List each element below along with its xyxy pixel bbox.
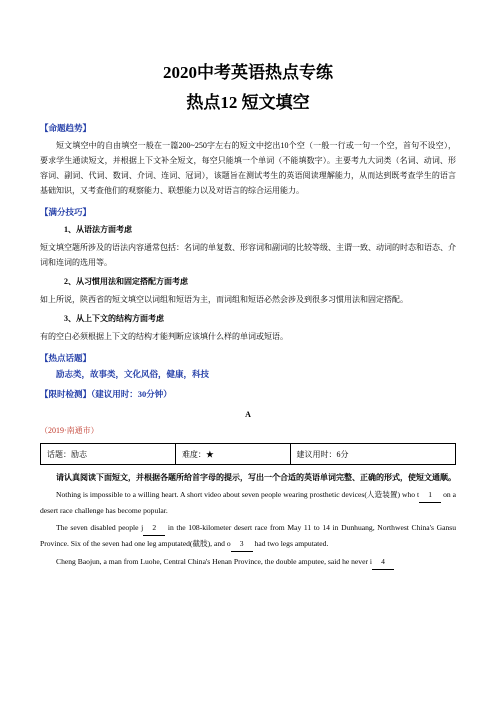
instruction: 请认真阅读下面短文，并根据各题所给首字母的提示，写出一个合适的英语单词完整、正确的形式，使短文通顺。: [56, 473, 456, 482]
passage-paragraph-1: [40, 487, 456, 518]
skill2-text: 如上所说，陕西省的短文填空以词组和短语为主，而词组和短语必然会涉及到很多习惯用法和固定搭配。: [40, 295, 408, 304]
info-table: [40, 443, 456, 465]
trend-heading: 【命题趋势】: [40, 123, 92, 133]
skill1-text: 短文填空题所涉及的语法内容通常包括：名词的单复数、形容词和副词的比较等级、主谓一致、动词的时态和语态、介词和连词的选用等。: [40, 243, 456, 267]
info-topic: 话题：励志: [41, 444, 176, 465]
skill3-text: 有的空白必须根据上下文的结构才能判断应该填什么样的单词或短语。: [40, 332, 288, 341]
skills-heading: 【满分技巧】: [40, 207, 92, 217]
doc-title: 2020中考英语热点专练: [163, 63, 333, 82]
blank-4[interactable]: 4: [372, 554, 394, 570]
skill1-title: 1、从语法方面考虑: [64, 225, 132, 234]
doc-subtitle: 热点12 短文填空: [186, 93, 310, 112]
passage-letter: A: [245, 410, 251, 419]
test-heading: 【限时检测】（建议用时：30分钟）: [40, 389, 172, 399]
trend-paragraph: 短文填空中的自由填空一般在一篇200~250字左右的短文中挖出10个空（一般一行或一句一个空，首句不设空），要求学生通读短文，并根据上下文补全短文，每空只能填一个单词（不能填数字）。主要考九大词类（名词、动词、形容词、副词、代词、数词、介词、连词、冠词），该题旨在测试考生的英语阅读理解能力，从而达到既考查学生的语言基础知识，又考查他们的观察能力、联想能力以及对语言的综合运用能力。: [40, 141, 456, 195]
p2-text-c: had two legs amputated.: [252, 539, 329, 548]
skill2-title: 2、从习惯用法和固定搭配方面考虑: [64, 277, 188, 286]
p1-text-b: on a desert race challenge has become popular.: [40, 490, 456, 515]
skill3-title: 3、从上下文的结构方面考虑: [64, 314, 164, 323]
topics-text: 励志类，故事类，文化风俗，健康，科技: [56, 369, 210, 379]
passage-source: （2019·南通市）: [40, 426, 99, 435]
p2-text-a: The seven disabled people j: [56, 523, 144, 532]
blank-2[interactable]: 2: [143, 520, 165, 536]
blank-3[interactable]: 3: [231, 536, 253, 552]
passage-paragraph-3: [40, 554, 456, 570]
info-difficulty: 难度：★: [175, 444, 290, 465]
blank-1[interactable]: 1: [419, 487, 441, 503]
topics-heading: 【热点话题】: [40, 353, 92, 363]
info-time: 建议用时：6分: [290, 444, 456, 465]
p2-text-b: in the 108-kilometer desert race from May 11 to 14 in Dunhuang, Northwest China's Gansu Province. Six of the seven had one leg amputated(截肢), and o: [40, 523, 456, 548]
passage-paragraph-2: [40, 520, 456, 552]
p1-text-a: Nothing is impossible to a willing heart. A short video about seven people wearing prosthetic devices(人造装置) who t: [56, 490, 420, 499]
p3-text-a: Cheng Baojun, a man from Luohe, Central China's Henan Province, the double amputee, said he never i: [56, 557, 373, 566]
